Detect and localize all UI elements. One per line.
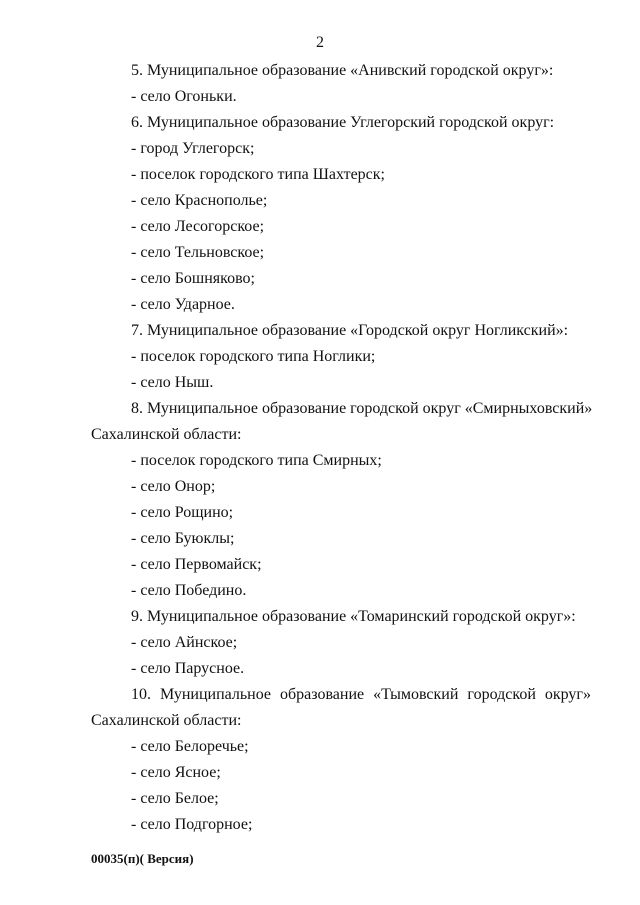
list-item: - поселок городского типа Шахтерск; (131, 166, 385, 183)
item-heading-5: 5. Муниципальное образование «Анивский городской округ»: (131, 62, 554, 79)
list-item: - село Ударное. (131, 296, 235, 313)
list-item: - село Буюклы; (131, 530, 235, 547)
list-item: - село Подгорное; (131, 816, 253, 833)
list-item: - село Победино. (131, 582, 247, 599)
list-item: - село Ясное; (131, 764, 221, 781)
list-item: - село Бошняково; (131, 270, 255, 287)
list-item: - село Лесогорское; (131, 218, 265, 235)
page-number: 2 (316, 34, 324, 51)
list-item: - село Белоречье; (131, 738, 249, 755)
item-heading-9: 9. Муниципальное образование «Томаринский городской округ»: (131, 608, 576, 625)
list-item: - село Белое; (131, 790, 219, 807)
list-item: - село Онор; (131, 478, 216, 495)
item-heading-10: 10. Муниципальное образование «Тымовский городской округ» (131, 686, 591, 703)
item-heading-8: 8. Муниципальное образование городской округ «Смирныховский» (131, 400, 593, 417)
list-item: - город Углегорск; (131, 140, 255, 157)
list-item: - село Огоньки. (131, 88, 237, 105)
list-item: - село Тельновское; (131, 244, 265, 261)
item-heading-6: 6. Муниципальное образование Углегорский городской округ: (131, 114, 555, 131)
list-item: - село Первомайск; (131, 556, 262, 573)
list-item: - село Ныш. (131, 374, 214, 391)
list-item: - село Краснополье; (131, 192, 268, 209)
item-heading-8-continuation: Сахалинской области: (91, 426, 242, 443)
list-item: - село Рощино; (131, 504, 234, 521)
list-item: - поселок городского типа Ноглики; (131, 348, 376, 365)
list-item: - поселок городского типа Смирных; (131, 452, 382, 469)
document-footer-code: 00035(п)( Версия) (91, 851, 194, 866)
item-heading-10-continuation: Сахалинской области: (91, 712, 242, 729)
item-heading-7: 7. Муниципальное образование «Городской округ Ногликский»: (131, 322, 569, 339)
list-item: - село Айнское; (131, 634, 238, 651)
list-item: - село Парусное. (131, 660, 245, 677)
